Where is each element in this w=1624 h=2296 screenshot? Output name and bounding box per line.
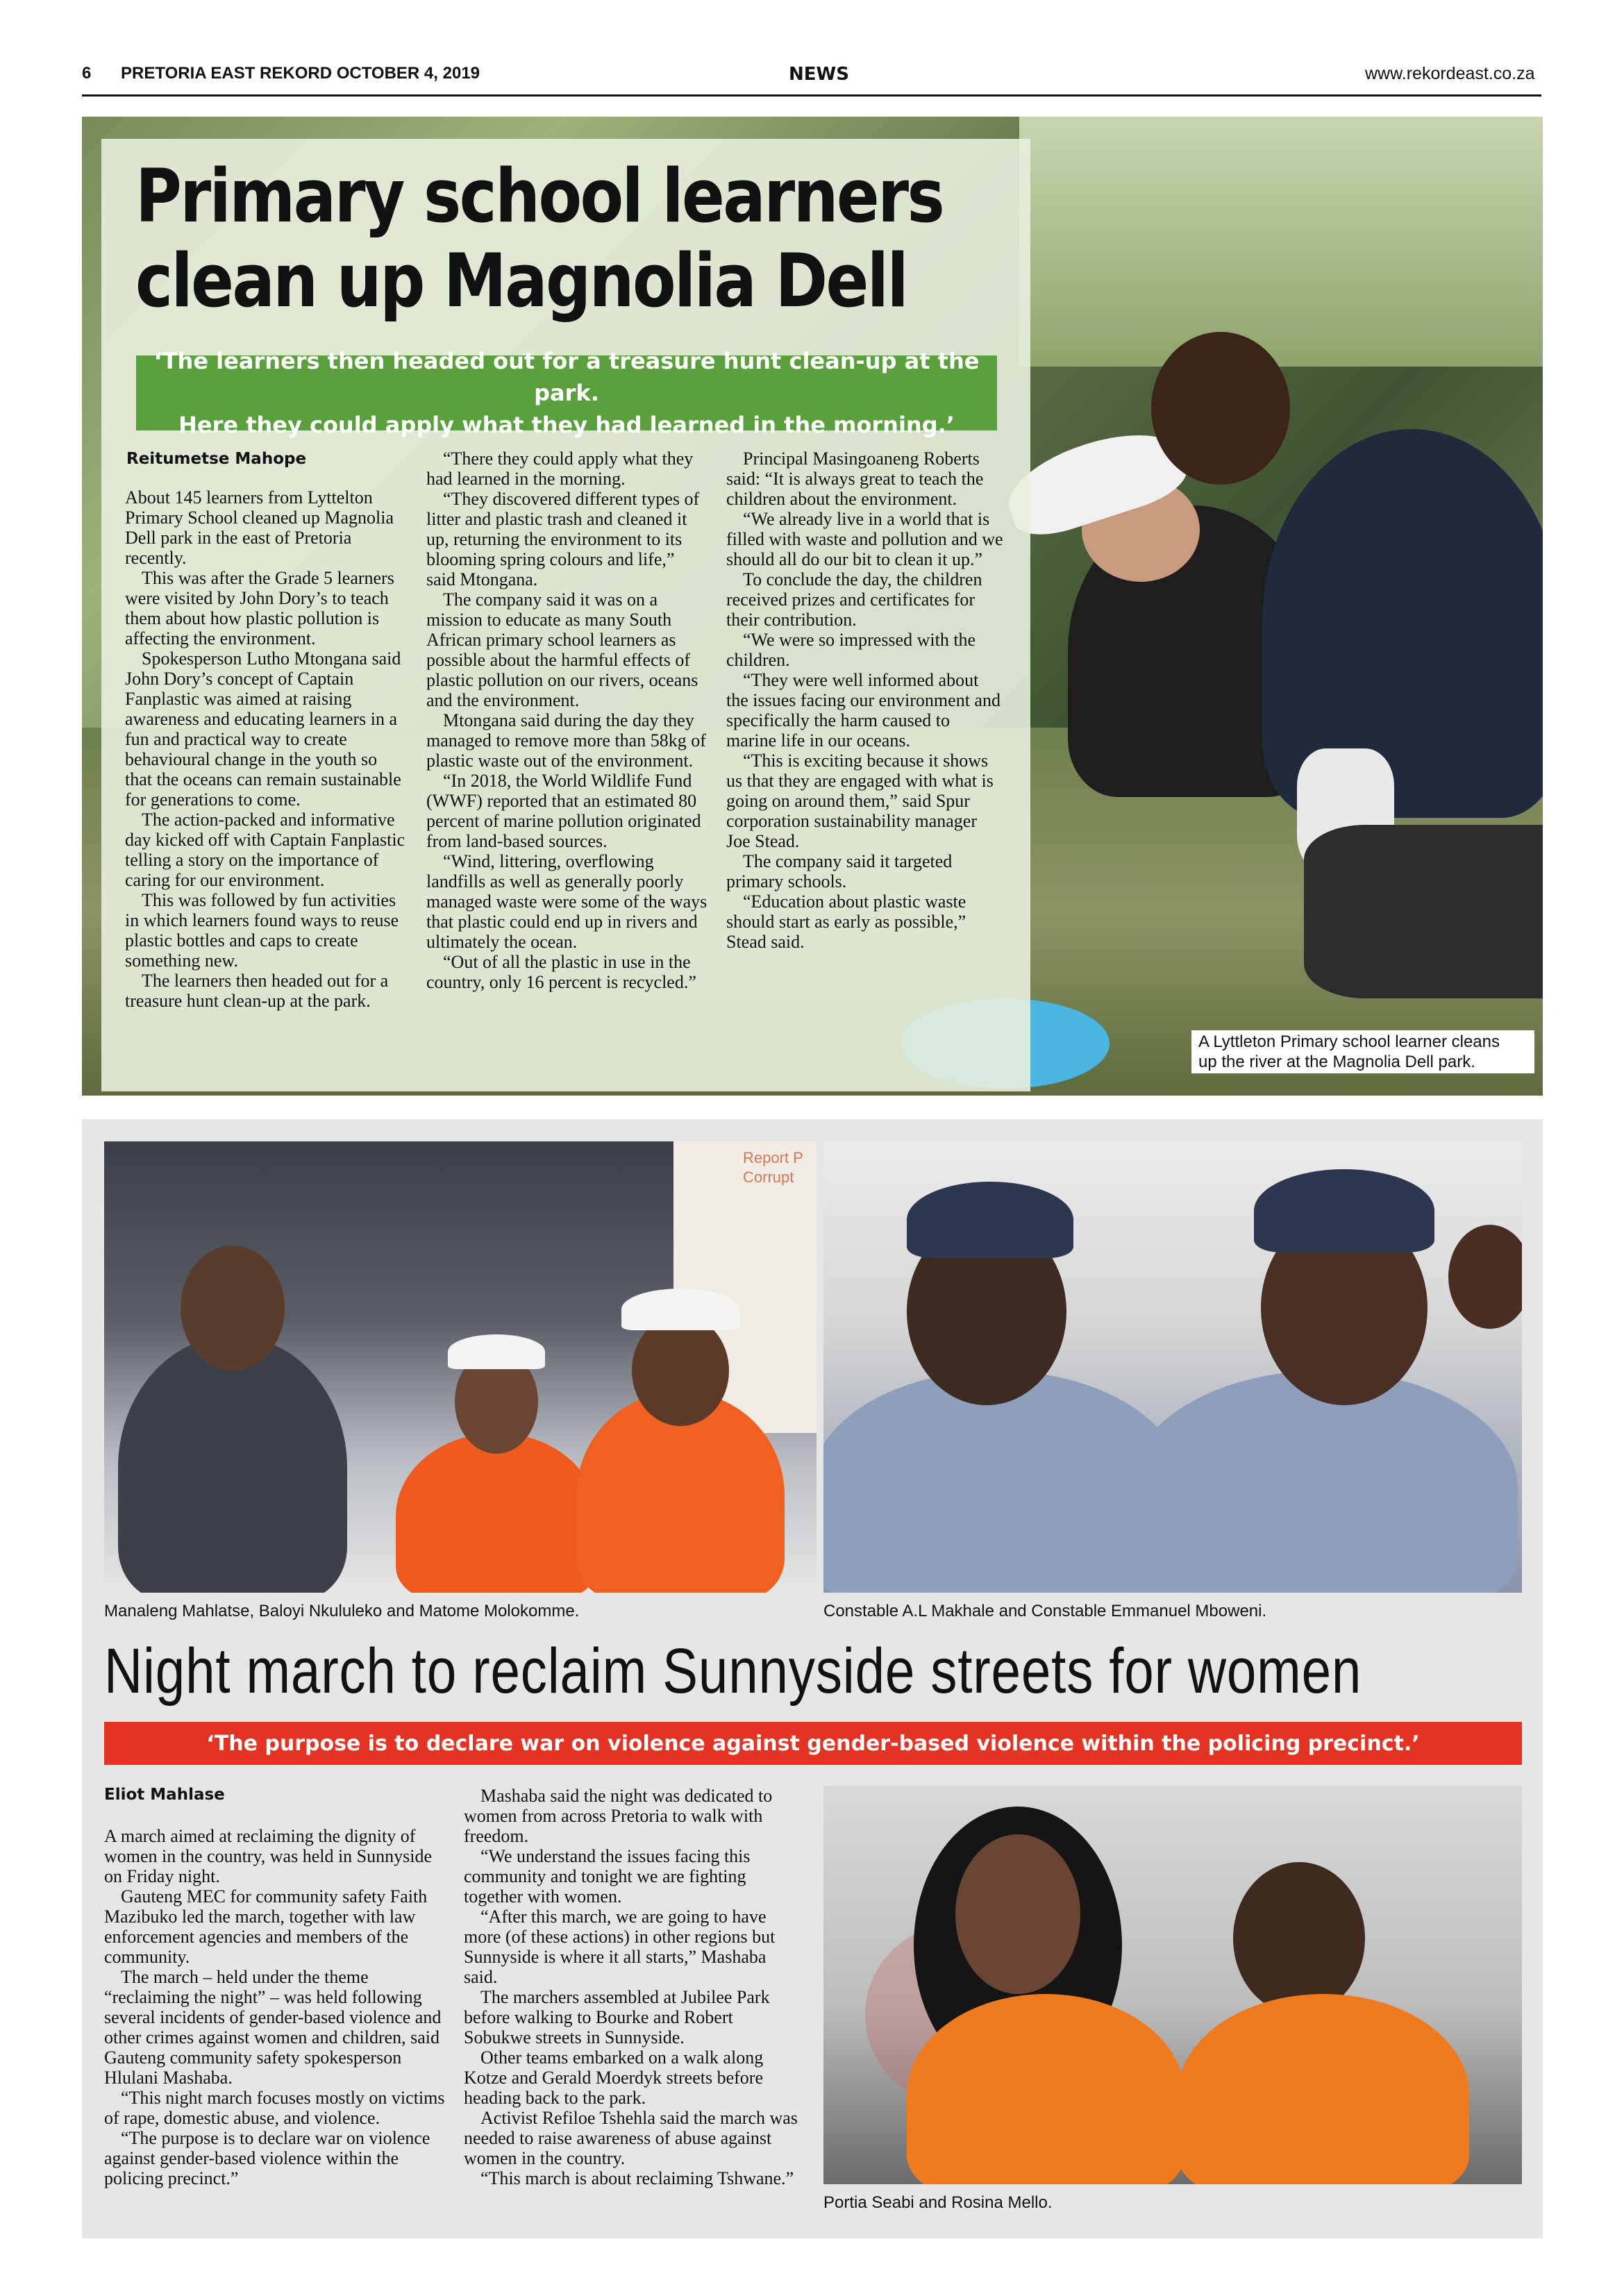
publication-dateline: PRETORIA EAST REKORD OCTOBER 4, 2019 [121,64,480,83]
story1-headline-line1: Primary school learners [135,153,944,239]
paragraph: Spokesperson Lutho Mtongana said John Dory’s concept of Captain Fanplastic was aimed at raising awareness and educating learners in a fun and practical way to create behavioural change in the youth so that the oceans can remain sustainable for generations to come. [125,648,401,810]
story2-byline: Eliot Mahlase [104,1786,225,1804]
paragraph: Activist Refiloe Tshehla said the march was needed to raise awareness of abuse against women in the country. [464,2108,798,2168]
truck-sign [743,1148,812,1187]
paragraph: “This is exciting because it shows us that they are engaged with what is going on around them,” said Spur corporation sustainability manager Joe Stead. [726,751,994,851]
paragraph: “In 2018, the World Wildlife Fund (WWF) reported that an estimated 80 percent of marine pollution originated from land-based sources. [426,771,701,851]
constable2-uniform [1129,1371,1518,1593]
paragraph: “This march is about reclaiming Tshwane.” [480,2168,794,2188]
photo3-caption: Portia Seabi and Rosina Mello. [823,2193,1053,2212]
section-label: NEWS [789,64,849,85]
police-photo [823,1141,1522,1593]
paragraph: Principal Masingoaneng Roberts said: “It is always great to teach the children about the environment. [726,449,984,509]
story2-column1 [104,1826,446,2188]
story1-column2 [426,449,708,992]
story1-column1 [125,487,406,1011]
paragraph: A march aimed at reclaiming the dignity of women in the country, was held in Sunnyside on Friday night. [104,1826,433,1886]
story1-pull-quote-line1: ‘The learners then headed out for a treasure hunt clean-up at the park. [153,348,980,406]
police-cap-2 [1254,1169,1434,1252]
man-in-overalls [118,1336,347,1593]
paragraph: “Out of all the plastic in use in the country, only 16 percent is recycled.” [426,952,696,992]
paragraph: “We understand the issues facing this community and tonight we are fighting together with women. [464,1846,751,1907]
truck-sign-line1: Report P [743,1149,803,1166]
background-trees [1019,117,1543,367]
top-photo-caption-line2: up the river at the Magnolia Dell park. [1198,1053,1475,1071]
top-photo-caption [1191,1030,1534,1073]
photo2-caption: Constable A.L Makhale and Constable Emmanuel Mboweni. [823,1602,1267,1620]
story1-byline: Reitumetse Mahope [126,450,307,468]
paragraph: The company said it was on a mission to educate as many South African primary school learners as possible about the harmful effects of plastic pollution on our rivers, oceans and the environment. [426,589,698,710]
website-link[interactable]: www.rekordeast.co.za [1365,64,1535,83]
paragraph: Gauteng MEC for community safety Faith Mazibuko led the march, together with law enforcement agencies and members of the community. [104,1886,428,1967]
truck-sign-line2: Corrupt [743,1168,794,1186]
paragraph: The company said it targeted primary schools. [726,851,953,891]
paragraph: Mashaba said the night was dedicated to women from across Pretoria to walk with freedom. [464,1786,773,1846]
paragraph: “After this march, we are going to have more (of these actions) in other regions but Sunnyside is where it all starts,” Mashaba said. [464,1907,776,1987]
paragraph: The marchers assembled at Jubilee Park before walking to Bourke and Robert Sobukwe streets in Sunnyside. [464,1987,770,2047]
paragraph: “Wind, littering, overflowing landfills as well as generally poorly managed waste were some of the ways that plastic could end up in rivers and ultimately the ocean. [426,851,708,952]
paragraph: “The purpose is to declare war on violence against gender-based violence within the policing precinct.” [104,2128,430,2188]
women-photo [823,1786,1522,2184]
paragraph: This was followed by fun activities in which learners found ways to reuse plastic bottles and caps to create something new. [125,890,399,971]
woman1-head [955,1834,1080,1994]
paragraph: “They were well informed about the issues facing our environment and specifically the harm caused to marine life in our oceans. [726,670,1001,751]
volunteers-photo [104,1141,817,1593]
paragraph: “We were so impressed with the children. [726,630,976,670]
police-cap-1 [907,1182,1073,1258]
man2-head [632,1315,729,1426]
woman2-safety-vest [1178,1994,1469,2184]
woman2-head [1233,1862,1365,2015]
story2-pull-quote: ‘The purpose is to declare war on violence against gender-based violence within the policing precinct.’ [104,1722,1522,1765]
story1-headline-line2: clean up Magnolia Dell [135,238,907,324]
story1-pull-quote [136,348,997,438]
story1-column3 [726,449,1004,952]
paragraph: Mtongana said during the day they managed to remove more than 58kg of plastic waste out of the environment. [426,710,706,771]
woman-orange-shirt [396,1433,597,1593]
header-rule [82,94,1541,97]
paragraph: This was after the Grade 5 learners were visited by John Dory’s to teach them about how plastic pollution is affecting the environment. [125,568,394,648]
photo1-caption: Manaleng Mahlatse, Baloyi Nkululeko and Matome Molokomme. [104,1602,580,1620]
paragraph: Other teams embarked on a walk along Kotze and Gerald Moerdyk streets before heading back to the park. [464,2047,764,2108]
page-number: 6 [82,64,92,83]
paragraph: The learners then headed out for a treasure hunt clean-up at the park. [125,971,389,1011]
paragraph: “We already live in a world that is filled with waste and pollution and we should all do our bit to clean it up.” [726,509,1003,569]
man-head [181,1246,285,1371]
paragraph: “This night march focuses mostly on victims of rape, domestic abuse, and violence. [104,2088,445,2128]
child-head [1151,332,1290,485]
white-cap-2 [621,1289,739,1330]
woman1-safety-vest [907,1994,1184,2184]
paragraph: “They discovered different types of litter and plastic trash and cleaned it up, returning the environment to its blooming spring colours and life,” said Mtongana. [426,489,700,589]
paragraph: The action-packed and informative day kicked off with Captain Fanplastic telling a story on the importance of caring for our environment. [125,810,405,890]
story2-column2 [464,1786,804,2188]
paragraph: To conclude the day, the children received prizes and certificates for their contribution. [726,569,982,630]
story1-headline [135,153,944,324]
paragraph: “Education about plastic waste should start as early as possible,” Stead said. [726,891,966,952]
paragraph: About 145 learners from Lyttelton Primary School cleaned up Magnolia Dell park in the east of Pretoria recently. [125,487,394,568]
paragraph: “There they could apply what they had learned in the morning. [426,449,694,489]
shorts [1304,825,1543,998]
white-cap [448,1334,545,1369]
paragraph: The march – held under the theme “reclaiming the night” – was held following several incidents of gender-based violence and other crimes against women and children, said Gauteng community safety spokesperson Hlulani Mashaba. [104,1967,442,2088]
story2-headline: Night march to reclaim Sunnyside streets for women [104,1636,1362,1707]
top-photo-caption-line1: A Lyttleton Primary school learner cleans [1198,1032,1500,1051]
bystander-head [1448,1225,1522,1329]
story1-pull-quote-line2: Here they could apply what they had learned in the morning.’ [178,412,955,438]
